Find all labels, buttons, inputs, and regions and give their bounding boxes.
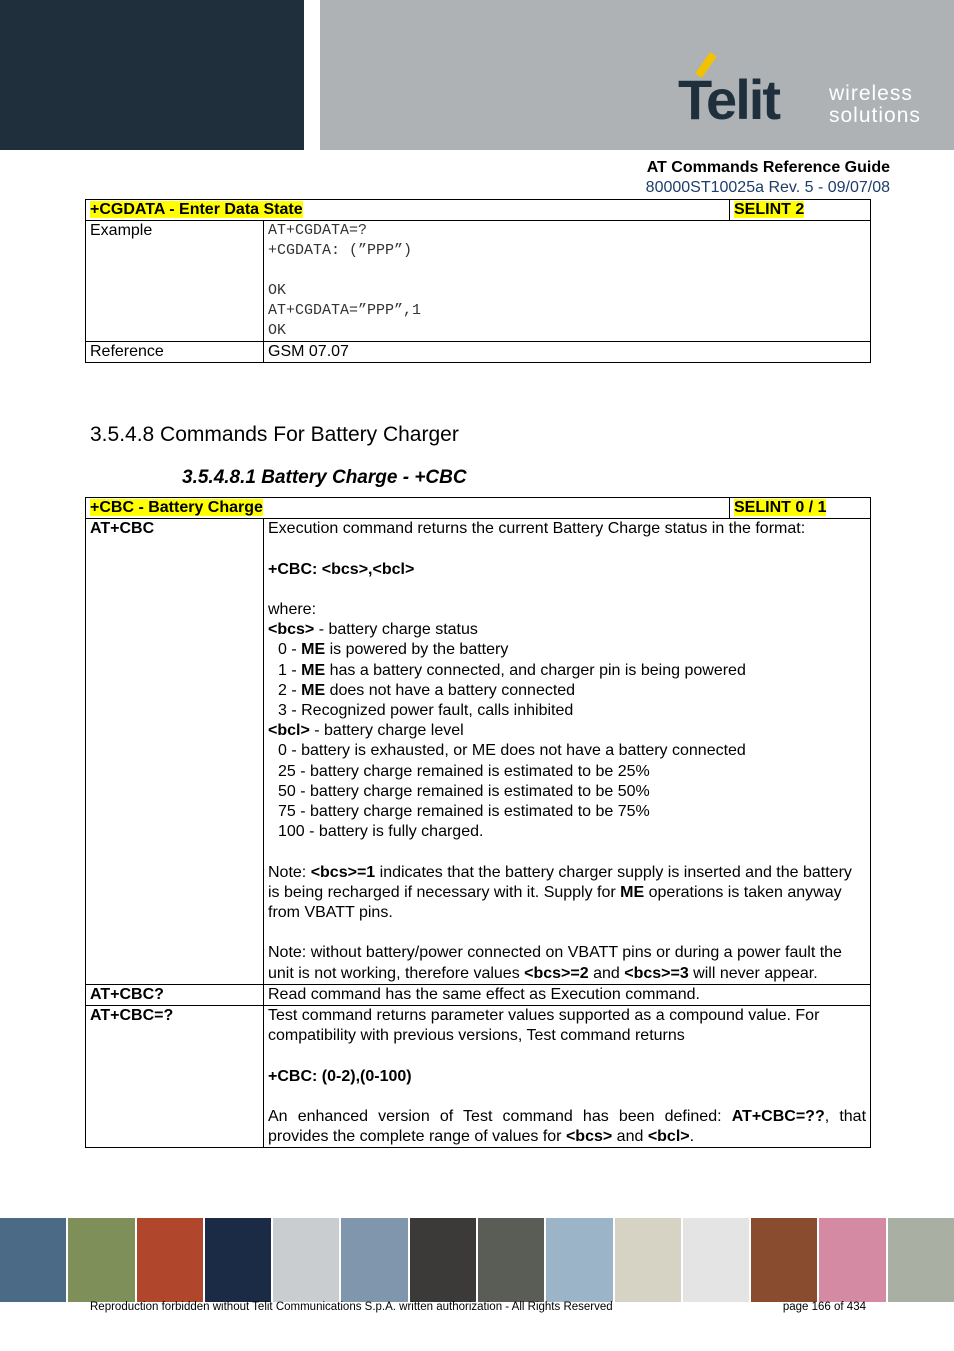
exec-intro: Execution command returns the current Battery Charge status in the format: [268, 520, 806, 538]
header-dark-panel [0, 0, 304, 150]
bcl-value-75: 75 - battery charge remained is estimated to be 75% [278, 803, 650, 821]
photo-4 [205, 1218, 271, 1302]
exec-command: AT+CBC [86, 519, 264, 985]
test-desc: Test command returns parameter values supported as a compound value. For compatibility with previous versions, Test command returns [268, 1007, 820, 1045]
cgdata-selint: SELINT 2 [734, 201, 805, 218]
note2-post: will never appear. [688, 964, 818, 982]
cbc-title-cell [86, 498, 730, 519]
test-enhanced [268, 1107, 866, 1147]
note2-mid: and [588, 964, 625, 982]
bcs-0-pre: 0 - [278, 641, 302, 659]
enh-b1: AT+CBC=?? [731, 1108, 825, 1125]
note2-b1: <bcs>=2 [524, 964, 589, 982]
bcl-param: <bcl> [268, 722, 310, 740]
bcs-param-line [268, 620, 866, 640]
note2-pre: Note: without battery/power connected on VBATT pins or during a power fault the unit is not working, therefore values [268, 944, 842, 982]
bcl-value-0: 0 - battery is exhausted, or ME does not have a battery connected [278, 742, 746, 760]
cgdata-selint-cell [730, 200, 871, 221]
test-format: +CBC: (0-2),(0-100) [268, 1067, 412, 1085]
photo-5 [273, 1218, 339, 1302]
exec-format: +CBC: <bcs>,<bcl> [268, 560, 415, 578]
cbc-title: +CBC - Battery Charge [90, 499, 263, 516]
photo-10 [615, 1218, 681, 1302]
note2-b2: <bcs>=3 [624, 964, 689, 982]
note1-b1: <bcs>=1 [310, 863, 376, 881]
example-code-cell [264, 221, 871, 342]
bcs-value-0 [268, 640, 866, 660]
logo-subtitle [829, 83, 921, 127]
exec-description [264, 519, 871, 985]
enh-and: and [612, 1128, 648, 1146]
bcs-param: <bcs> [268, 621, 315, 639]
cbc-table [85, 497, 871, 1148]
bcs-1-me: ME [301, 661, 326, 679]
enh-b3: <bcl> [647, 1128, 690, 1146]
enh-mid: , that provides the complete range of values for [268, 1108, 867, 1146]
photo-6 [341, 1218, 407, 1302]
note-2 [268, 943, 866, 983]
cbc-selint: SELINT 0 / 1 [734, 499, 827, 516]
example-code: AT+CGDATA=? +CGDATA: (”PPP”) OK AT+CGDATA=”PPP”,1 OK [268, 222, 422, 340]
photo-13 [819, 1218, 885, 1302]
photo-9 [546, 1218, 612, 1302]
photo-1 [0, 1218, 66, 1302]
photo-7 [410, 1218, 476, 1302]
page-number: page 166 of 434 [782, 1301, 866, 1313]
bcl-value-25: 25 - battery charge remained is estimated to be 25% [278, 762, 650, 780]
read-command: AT+CBC? [86, 984, 264, 1005]
bcs-0-post: is powered by the battery [325, 641, 509, 659]
bcl-value-100: 100 - battery is fully charged. [278, 823, 484, 841]
bcs-value-3: 3 - Recognized power fault, calls inhibited [278, 702, 574, 719]
photo-2 [68, 1218, 134, 1302]
enh-b2: <bcs> [565, 1128, 613, 1146]
guide-title: AT Commands Reference Guide [646, 159, 890, 176]
note-1 [268, 863, 866, 924]
where-label: where: [268, 600, 317, 618]
footer-photo-strip [0, 1218, 954, 1302]
note1-mid: indicates that the battery charger supply is inserted and the battery is being recharged if necessary with it. Supply for [268, 863, 852, 901]
note1-pre: Note: [268, 863, 311, 881]
bcs-value-2 [268, 681, 866, 701]
photo-14 [888, 1218, 954, 1302]
photo-11 [683, 1218, 749, 1302]
subsection-heading: 3.5.4.8.1 Battery Charge - +CBC [182, 467, 467, 488]
bcl-param-line [268, 721, 866, 741]
cgdata-table [85, 199, 871, 363]
logo-sub-2: solutions [829, 104, 921, 127]
reference-label: Reference [86, 342, 264, 363]
logo-sub-1: wireless [829, 82, 913, 105]
test-description [264, 1006, 871, 1148]
section-heading: 3.5.4.8 Commands For Battery Charger [90, 423, 459, 446]
cgdata-title-cell [86, 200, 730, 221]
bcs-desc: - battery charge status [314, 621, 478, 639]
enh-end: . [689, 1128, 695, 1146]
bcs-2-me: ME [301, 681, 326, 699]
photo-8 [478, 1218, 544, 1302]
note1-b2: ME [620, 883, 645, 901]
bcs-value-1 [268, 661, 866, 681]
footer [90, 1301, 870, 1313]
bcl-desc: - battery charge level [309, 722, 464, 740]
photo-3 [137, 1218, 203, 1302]
cgdata-title: +CGDATA - Enter Data State [90, 201, 303, 218]
reference-value: GSM 07.07 [264, 342, 871, 363]
bcs-1-post: has a battery connected, and charger pin is being powered [325, 661, 746, 679]
bcs-1-pre: 1 - [278, 661, 302, 679]
cbc-selint-cell [730, 498, 871, 519]
doc-number: 80000ST10025a Rev. 5 - 09/07/08 [645, 179, 890, 196]
bcs-0-me: ME [301, 641, 326, 659]
enh-pre: An enhanced version of Test command has been defined: [268, 1108, 732, 1125]
copyright: Reproduction forbidden without Telit Communications S.p.A. written authorization - All Rights Reserved [90, 1301, 613, 1313]
example-label: Example [86, 221, 264, 342]
read-description: Read command has the same effect as Execution command. [264, 984, 871, 1005]
telit-logo [676, 50, 936, 135]
bcs-2-post: does not have a battery connected [325, 681, 576, 699]
logo-text: Telit [678, 68, 779, 131]
photo-12 [751, 1218, 817, 1302]
note1-post: operations is taken anyway from VBATT pins. [268, 883, 842, 922]
document-title [646, 158, 890, 198]
bcl-value-50: 50 - battery charge remained is estimated to be 50% [278, 782, 650, 800]
bcs-2-pre: 2 - [278, 681, 302, 699]
test-command: AT+CBC=? [86, 1006, 264, 1148]
